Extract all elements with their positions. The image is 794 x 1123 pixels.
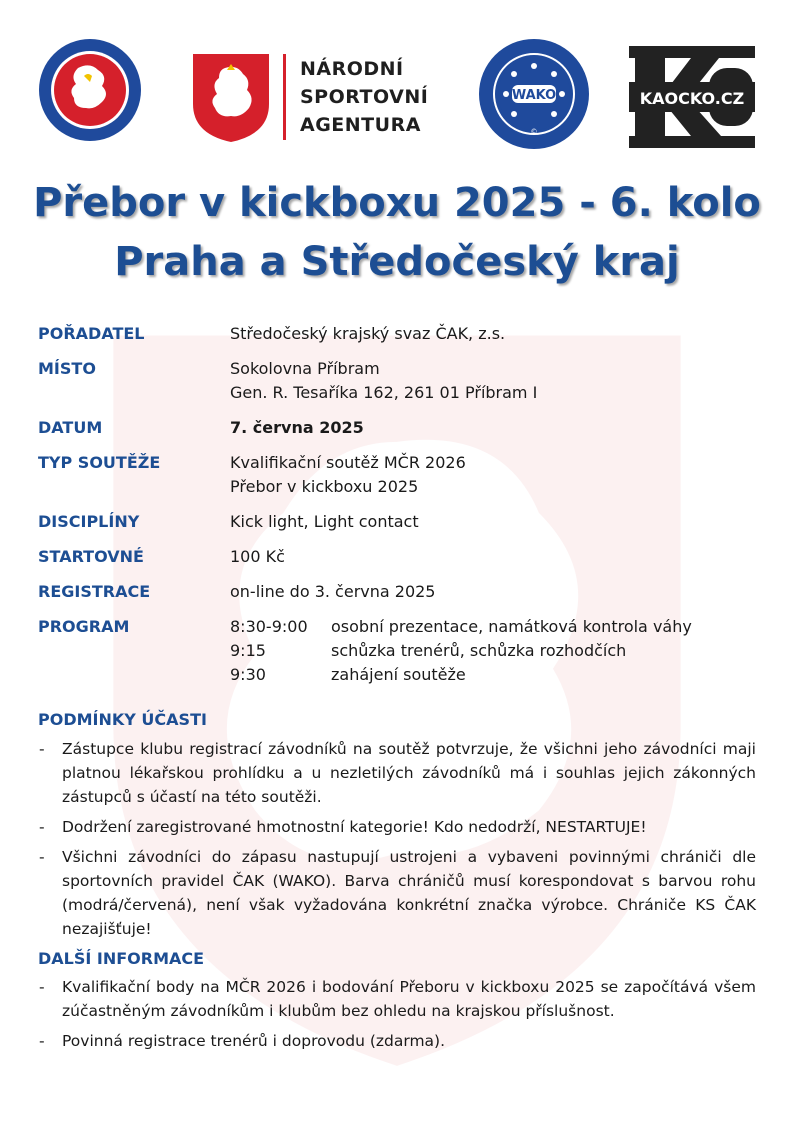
place-line-1: Sokolovna Příbram xyxy=(230,359,380,378)
info-row-disciplines xyxy=(38,510,758,534)
info-row-program xyxy=(38,615,758,687)
info-value xyxy=(230,451,758,499)
info-row-organizer xyxy=(38,322,758,346)
program-text: schůzka trenérů, schůzka rozhodčích xyxy=(331,641,627,660)
info-label: DATUM xyxy=(38,418,103,437)
conditions-heading: PODMÍNKY ÚČASTI xyxy=(38,710,207,729)
nsa-line-2: SPORTOVNÍ xyxy=(300,86,429,108)
program-time: 9:15 xyxy=(230,641,266,660)
logo-bar xyxy=(0,0,794,160)
bullet-marker: - xyxy=(39,1032,45,1050)
wako-logo-icon xyxy=(478,38,590,150)
info-label: STARTOVNÉ xyxy=(38,547,144,566)
info-value: 7. června 2025 xyxy=(230,418,364,437)
type-line-2: Přebor v kickboxu 2025 xyxy=(230,477,419,496)
type-line-1: Kvalifikační soutěž MČR 2026 xyxy=(230,453,466,472)
info-label: DISCIPLÍNY xyxy=(38,512,140,531)
list-item xyxy=(38,815,756,839)
program-time: 9:30 xyxy=(230,665,266,684)
more-info-heading: DALŠÍ INFORMACE xyxy=(38,949,205,968)
bullet-marker: - xyxy=(39,818,45,836)
info-table xyxy=(38,322,758,698)
program-text: zahájení soutěže xyxy=(331,665,466,684)
info-label: MÍSTO xyxy=(38,359,96,378)
list-item xyxy=(38,975,756,1023)
list-item-text: Všichni závodníci do zápasu nastupují ustrojeni a vybaveni povinnými chrániči dle sportovních pravidel ČAK (WAKO). Barva chráničů musí korespondovat s barvou rohu (modrá/červená), není však vyžadována konkrétní značka výrobce. Chrániče KS ČAK nezajišťuje! xyxy=(62,848,756,938)
list-item-text: Dodržení zaregistrované hmotnostní kategorie! Kdo nedodrží, NESTARTUJE! xyxy=(62,818,647,836)
info-value xyxy=(230,357,758,405)
info-value: on-line do 3. června 2025 xyxy=(230,582,436,601)
wako-label: WAKO xyxy=(511,88,557,103)
nsa-divider xyxy=(283,54,286,140)
list-item-text: Kvalifikační body na MČR 2026 i bodování Přeboru v kickboxu 2025 se započítává všem zúčastněným závodníkům i klubům bez ohledu na krajskou příslušnost. xyxy=(62,978,756,1020)
info-label: REGISTRACE xyxy=(38,582,151,601)
cak-logo-icon xyxy=(38,38,142,142)
list-item xyxy=(38,845,756,941)
conditions-list xyxy=(38,737,756,947)
czech-lion-crest-icon xyxy=(191,52,271,144)
info-label: TYP SOUTĚŽE xyxy=(38,453,161,472)
nsa-line-3: AGENTURA xyxy=(300,114,421,136)
program-text: osobní prezentace, namátková kontrola váhy xyxy=(331,617,692,636)
list-item-text: Povinná registrace trenérů i doprovodu (zdarma). xyxy=(62,1032,446,1050)
info-row-place xyxy=(38,357,758,405)
info-row-type xyxy=(38,451,758,499)
nsa-line-1: NÁRODNÍ xyxy=(300,58,404,80)
more-info-list xyxy=(38,975,756,1059)
list-item-text: Zástupce klubu registrací závodníků na soutěž potvrzuje, že všichni jeho závodníci maji platnou lékařskou prohlídku a u nezletilých závodníků má i souhlas jejich zákonných zástupců s účastí na této soutěži. xyxy=(62,740,756,806)
place-line-2: Gen. R. Tesaříka 162, 261 01 Příbram I xyxy=(230,383,538,402)
info-value: Kick light, Light contact xyxy=(230,512,419,531)
wako-copyright: © xyxy=(530,128,538,136)
program-list xyxy=(230,615,758,687)
program-item xyxy=(230,639,758,663)
program-item xyxy=(230,615,758,639)
page-title-line-1: Přebor v kickboxu 2025 - 6. kolo xyxy=(33,180,761,226)
info-label: POŘADATEL xyxy=(38,324,145,343)
info-value: Středočeský krajský svaz ČAK, z.s. xyxy=(230,324,506,343)
info-row-fee xyxy=(38,545,758,569)
info-value: 100 Kč xyxy=(230,547,285,566)
bullet-marker: - xyxy=(39,978,45,996)
page-title-line-2: Praha a Středočeský kraj xyxy=(114,239,680,285)
nsa-wordmark xyxy=(300,55,428,139)
program-item xyxy=(230,663,758,687)
info-row-date xyxy=(38,416,758,440)
bullet-marker: - xyxy=(39,740,45,758)
info-label: PROGRAM xyxy=(38,617,130,636)
list-item xyxy=(38,1029,756,1053)
bullet-marker: - xyxy=(39,848,45,866)
ko-label: KAOCKO.CZ xyxy=(639,89,745,108)
list-item xyxy=(38,737,756,809)
info-row-registration xyxy=(38,580,758,604)
ko-logo-icon xyxy=(629,46,755,148)
program-time: 8:30-9:00 xyxy=(230,617,308,636)
